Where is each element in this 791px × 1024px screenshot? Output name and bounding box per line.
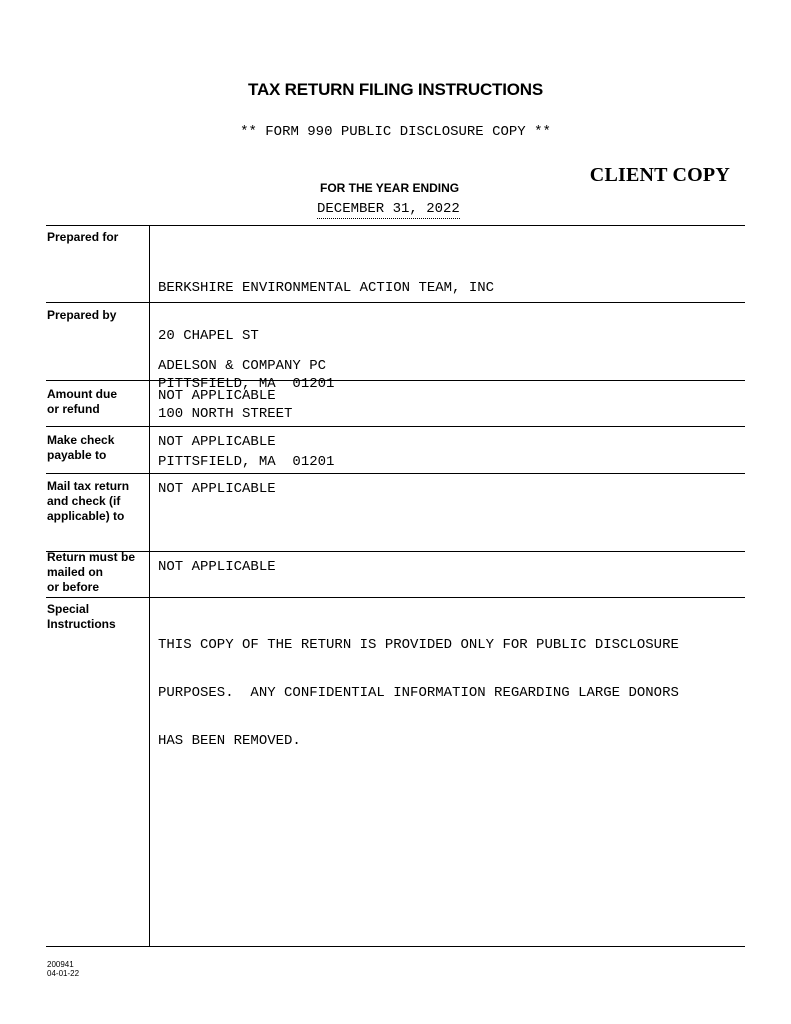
- label-line: Mail tax return: [47, 479, 130, 493]
- year-ending-value: DECEMBER 31, 2022: [317, 201, 460, 217]
- label-line: Special: [47, 602, 90, 616]
- mail-return-label: [47, 479, 147, 524]
- special-instructions-label: [47, 602, 147, 632]
- form-code: 200941: [47, 960, 74, 969]
- address-line: 20 CHAPEL ST: [158, 328, 259, 344]
- row-divider: [46, 551, 745, 552]
- instruction-line: THIS COPY OF THE RETURN IS PROVIDED ONLY FOR PUBLIC DISCLOSURE: [158, 637, 679, 653]
- amount-due-value: NOT APPLICABLE: [158, 388, 276, 404]
- mailed-on-value: NOT APPLICABLE: [158, 559, 276, 575]
- prepared-by-value: [158, 326, 334, 502]
- page-title: TAX RETURN FILING INSTRUCTIONS: [248, 80, 543, 99]
- row-divider: [46, 473, 745, 474]
- mail-return-value: NOT APPLICABLE: [158, 481, 276, 497]
- row-divider: [46, 426, 745, 427]
- row-divider: [46, 597, 745, 598]
- special-instructions-value: [158, 605, 679, 781]
- label-line: Instructions: [47, 617, 116, 631]
- address-line: BERKSHIRE ENVIRONMENTAL ACTION TEAM, INC: [158, 280, 495, 296]
- label-line: or refund: [47, 402, 100, 416]
- make-check-value: NOT APPLICABLE: [158, 434, 276, 450]
- column-divider: [149, 225, 150, 947]
- row-divider: [46, 225, 745, 226]
- label-line: Amount due: [47, 387, 117, 401]
- client-copy-stamp: CLIENT COPY: [589, 164, 730, 186]
- form-footer: [47, 960, 79, 978]
- form-date: 04-01-22: [47, 969, 80, 978]
- label-line: Make check: [47, 433, 115, 447]
- amount-due-label: [47, 387, 147, 417]
- instruction-line: PURPOSES. ANY CONFIDENTIAL INFORMATION REGARDING LARGE DONORS: [158, 685, 679, 701]
- address-line: 100 NORTH STREET: [158, 406, 293, 422]
- address-line: PITTSFIELD, MA 01201: [158, 454, 335, 470]
- label-line: and check (if: [47, 494, 121, 508]
- instruction-line: HAS BEEN REMOVED.: [158, 733, 301, 749]
- label-line: payable to: [47, 448, 107, 462]
- label-line: mailed on: [47, 565, 104, 579]
- prepared-by-label: Prepared by: [47, 308, 117, 322]
- make-check-label: [47, 433, 147, 463]
- instructions-table: [46, 225, 745, 947]
- row-divider: [46, 946, 745, 947]
- mailed-on-label: [47, 550, 147, 595]
- address-line: PITTSFIELD, MA 01201: [158, 376, 335, 392]
- label-line: Return must be: [47, 550, 136, 564]
- disclosure-subtitle: ** FORM 990 PUBLIC DISCLOSURE COPY **: [240, 124, 551, 140]
- prepared-for-label: Prepared for: [47, 230, 119, 244]
- label-line: applicable) to: [47, 509, 125, 523]
- year-ending-label: FOR THE YEAR ENDING: [320, 181, 460, 195]
- address-line: ADELSON & COMPANY PC: [158, 358, 327, 374]
- label-line: or before: [47, 580, 100, 594]
